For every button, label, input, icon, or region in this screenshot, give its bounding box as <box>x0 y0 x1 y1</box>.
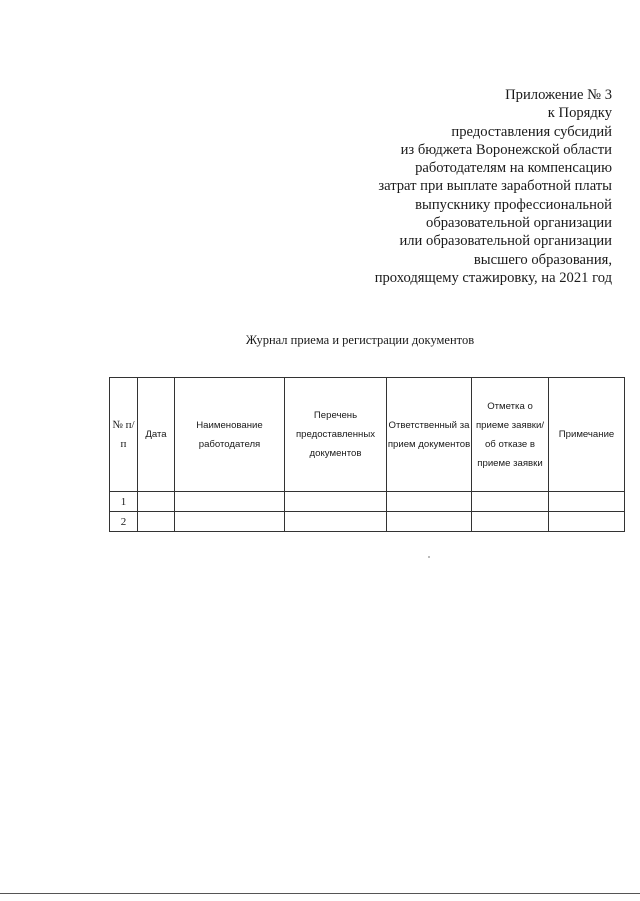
appendix-line: к Порядку <box>547 105 612 122</box>
appendix-line: из бюджета Воронежской области <box>400 141 612 158</box>
table-row <box>110 492 625 512</box>
appendix-line: или образовательной организации <box>399 233 612 250</box>
appendix-line: работодателям на компенсацию <box>415 160 612 177</box>
journal-title: Журнал приема и регистрации документов <box>245 333 475 347</box>
cell-responsible <box>387 512 472 532</box>
header-number: № п/п <box>110 378 138 492</box>
appendix-line: проходящему стажировку, на 2021 год <box>374 269 612 286</box>
cell-date <box>138 492 175 512</box>
appendix-line: затрат при выплате заработной платы <box>378 178 612 195</box>
header-responsible: Ответственный за прием документов <box>387 378 472 492</box>
scan-speck <box>428 556 430 558</box>
footer-rule <box>0 893 640 894</box>
register-table <box>109 377 625 532</box>
appendix-line: предоставления субсидий <box>451 123 612 140</box>
appendix-line: Приложение № 3 <box>505 87 612 103</box>
cell-responsible <box>387 492 472 512</box>
header-date: Дата <box>138 378 175 492</box>
cell-number: 2 <box>110 512 138 532</box>
table-header-row <box>110 378 625 492</box>
appendix-line: образовательной организации <box>426 215 612 232</box>
appendix-header <box>312 86 612 287</box>
cell-documents <box>285 492 387 512</box>
appendix-line: выпускнику профессиональной <box>415 196 612 213</box>
header-note: Примечание <box>549 378 625 492</box>
table-row <box>110 512 625 532</box>
header-acceptance-mark: Отметка о приеме заявки/ об отказе в приеме заявки <box>472 378 549 492</box>
cell-employer <box>175 492 285 512</box>
cell-documents <box>285 512 387 532</box>
cell-note <box>549 492 625 512</box>
cell-mark <box>472 492 549 512</box>
header-employer-name: Наименование работодателя <box>175 378 285 492</box>
header-documents-list: Перечень предоставленных документов <box>285 378 387 492</box>
cell-mark <box>472 512 549 532</box>
appendix-line: высшего образования, <box>473 251 612 268</box>
cell-employer <box>175 512 285 532</box>
cell-number: 1 <box>110 492 138 512</box>
cell-date <box>138 512 175 532</box>
cell-note <box>549 512 625 532</box>
